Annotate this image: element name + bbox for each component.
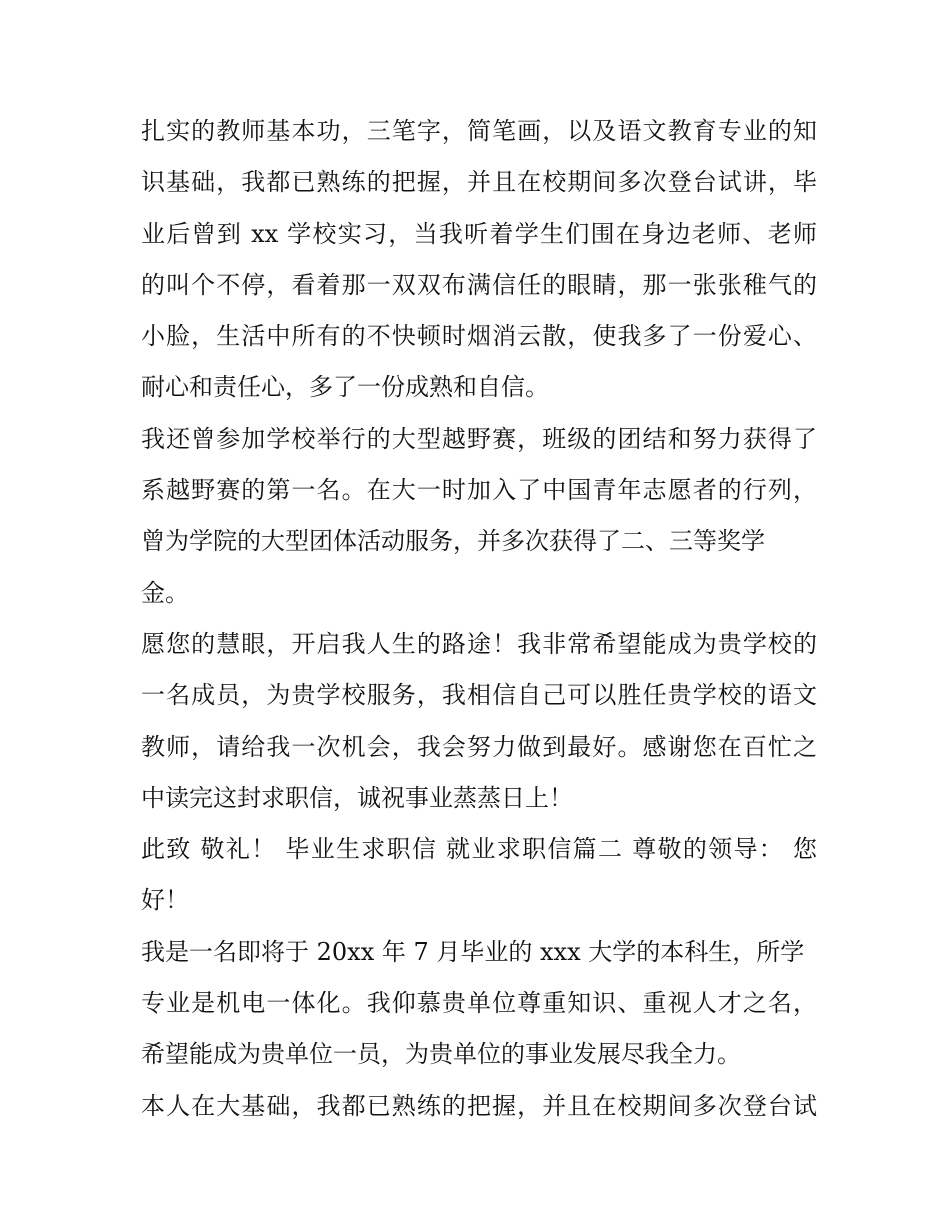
text-line: 金。 bbox=[141, 578, 189, 607]
document-body bbox=[141, 106, 817, 1132]
text-line: 好！ bbox=[141, 886, 189, 915]
text-line: 扎实的教师基本功，三笔字，简笔画，以及语文教育专业的知 bbox=[141, 117, 817, 145]
text-line: 的叫个不停，看着那一双双布满信任的眼睛，那一张张稚气的 bbox=[141, 270, 817, 299]
text-line: 耐心和责任心，多了一份成熟和自信。 bbox=[141, 373, 549, 402]
text-line: 一名成员，为贵学校服务，我相信自己可以胜任贵学校的语文 bbox=[141, 681, 817, 710]
text-line: 本人在大基础，我都已熟练的把握，并且在校期间多次登台试 bbox=[141, 1091, 817, 1120]
text-line: 业后曾到 xx 学校实习，当我听着学生们围在身边老师、老师 bbox=[141, 219, 817, 248]
text-line: 系越野赛的第一名。在大一时加入了中国青年志愿者的行列， bbox=[141, 476, 817, 505]
text-line: 曾为学院的大型团体活动服务，并多次获得了二、三等奖学 bbox=[141, 527, 765, 556]
text-line: 愿您的慧眼，开启我人生的路途！我非常希望能成为贵学校的 bbox=[141, 629, 817, 658]
text-line: 专业是机电一体化。我仰慕贵单位尊重知识、重视人才之名， bbox=[141, 989, 817, 1018]
text-line: 我是一名即将于 20xx 年 7 月毕业的 xxx 大学的本科生，所学 bbox=[141, 937, 805, 966]
text-line: 此致 敬礼！ 毕业生求职信 就业求职信篇二 尊敬的领导： 您 bbox=[141, 835, 817, 864]
text-line: 教师，请给我一次机会，我会努力做到最好。感谢您在百忙之 bbox=[141, 732, 817, 761]
text-line: 中读完这封求职信，诚祝事业蒸蒸日上！ bbox=[141, 783, 573, 812]
text-line: 我还曾参加学校举行的大型越野赛，班级的团结和努力获得了 bbox=[141, 424, 817, 453]
text-line: 希望能成为贵单位一员，为贵单位的事业发展尽我全力。 bbox=[141, 1040, 741, 1069]
text-line: 识基础，我都已熟练的把握，并且在校期间多次登台试讲，毕 bbox=[141, 168, 817, 197]
text-line: 小脸，生活中所有的不快顿时烟消云散，使我多了一份爱心、 bbox=[141, 322, 817, 351]
